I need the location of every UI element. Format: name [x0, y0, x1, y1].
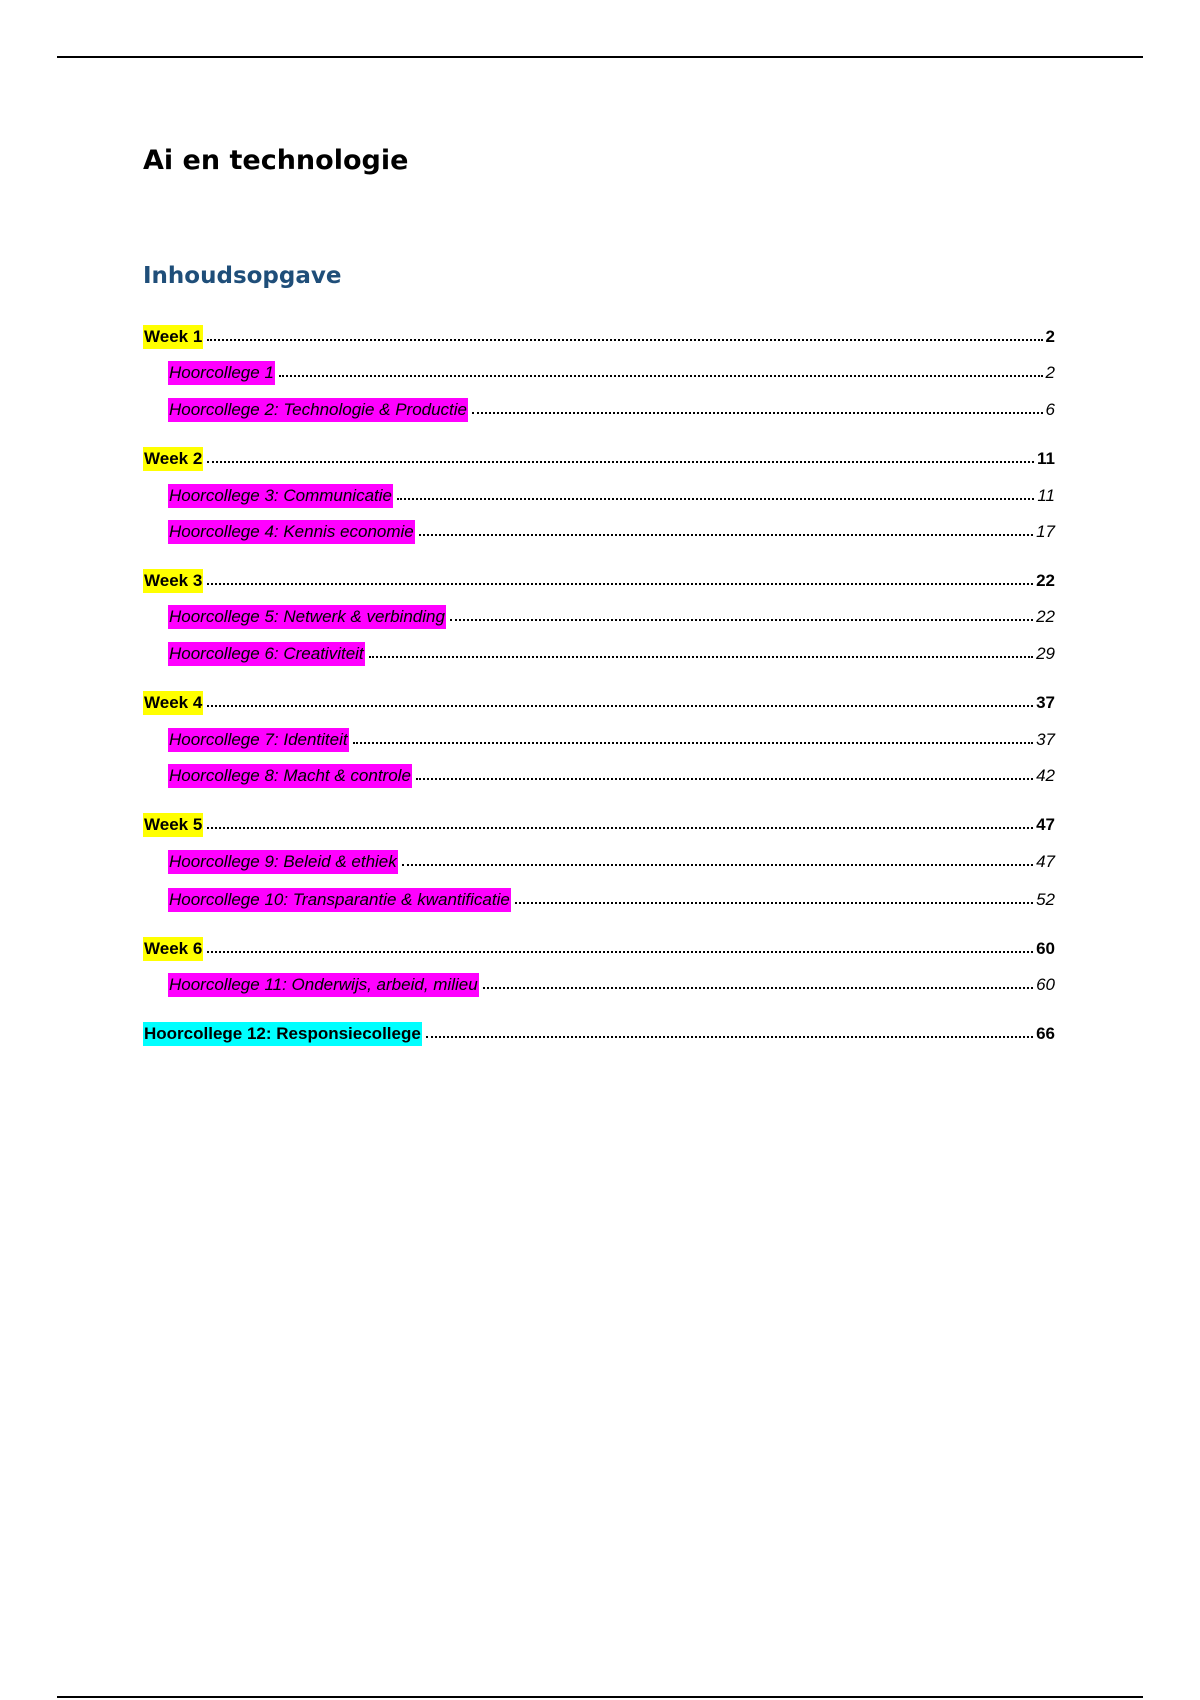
toc-entry-label: Week 5: [143, 813, 203, 837]
toc-entry[interactable]: [143, 324, 1055, 350]
toc-dot-leader: [450, 619, 1033, 621]
toc-entry-label: Hoorcollege 5: Netwerk & verbinding: [168, 605, 446, 629]
toc-entry-page-number: 60: [1036, 939, 1055, 958]
toc-entry[interactable]: [143, 568, 1055, 594]
toc-entry[interactable]: [143, 887, 1055, 913]
toc-dot-leader: [483, 987, 1033, 989]
toc-entry[interactable]: [143, 763, 1055, 789]
toc-entry-label: Hoorcollege 8: Macht & controle: [168, 764, 412, 788]
toc-entry-page-number: 6: [1045, 400, 1055, 419]
toc-entry[interactable]: [143, 360, 1055, 386]
toc-entry-page-number: 11: [1037, 486, 1055, 505]
toc-entry-page-number: 37: [1036, 693, 1055, 712]
toc-entry-page-number: 2: [1045, 363, 1055, 382]
toc-entry-page-number: 22: [1036, 607, 1055, 626]
toc-entry-page-number: 11: [1037, 449, 1055, 468]
toc-dot-leader: [207, 951, 1033, 953]
toc-dot-leader: [369, 656, 1033, 658]
toc-entry-page-number: 52: [1036, 890, 1055, 909]
toc-entry-label: Hoorcollege 2: Technologie & Productie: [168, 398, 468, 422]
toc-entry[interactable]: [143, 519, 1055, 545]
toc-dot-leader: [472, 412, 1043, 414]
toc-entry-page-number: 66: [1036, 1024, 1055, 1043]
toc-entry-label: Hoorcollege 9: Beleid & ethiek: [168, 850, 398, 874]
document-title: Ai en technologie: [143, 145, 409, 176]
toc-entry-label: Week 2: [143, 447, 203, 471]
toc-entry[interactable]: [143, 397, 1055, 423]
toc-entry-page-number: 42: [1036, 766, 1055, 785]
toc-entry-label: Hoorcollege 3: Communicatie: [168, 484, 393, 508]
toc-entry-label: Hoorcollege 11: Onderwijs, arbeid, milieu: [168, 973, 479, 997]
toc-entry[interactable]: [143, 849, 1055, 875]
toc-dot-leader: [207, 827, 1033, 829]
toc-entry-label: Week 3: [143, 569, 203, 593]
toc-entry[interactable]: [143, 812, 1055, 838]
toc-dot-leader: [353, 742, 1033, 744]
toc-entry[interactable]: [143, 483, 1055, 509]
toc-entry-page-number: 37: [1036, 730, 1055, 749]
toc-entry-page-number: 22: [1036, 571, 1055, 590]
toc-entry-label: Week 6: [143, 937, 203, 961]
toc-entry-page-number: 60: [1036, 975, 1055, 994]
toc-entry-label: Hoorcollege 6: Creativiteit: [168, 642, 365, 666]
toc-entry[interactable]: [143, 972, 1055, 998]
toc-entry[interactable]: [143, 446, 1055, 472]
toc-entry-label: Hoorcollege 7: Identiteit: [168, 728, 349, 752]
toc-entry[interactable]: [143, 641, 1055, 667]
toc-entry-label: Hoorcollege 4: Kennis economie: [168, 520, 415, 544]
toc-entry[interactable]: [143, 604, 1055, 630]
toc-dot-leader: [402, 864, 1033, 866]
toc-entry-label: Week 4: [143, 691, 203, 715]
toc-dot-leader: [416, 778, 1033, 780]
toc-dot-leader: [279, 375, 1043, 377]
toc-dot-leader: [419, 534, 1033, 536]
footer-rule: [57, 1696, 1143, 1698]
toc-dot-leader: [397, 498, 1034, 500]
toc-dot-leader: [207, 461, 1034, 463]
toc-dot-leader: [426, 1036, 1033, 1038]
toc-entry-page-number: 2: [1045, 327, 1055, 346]
toc-entry[interactable]: [143, 1021, 1055, 1047]
toc-entry[interactable]: [143, 727, 1055, 753]
toc-entry-label: Hoorcollege 10: Transparantie & kwantificatie: [168, 888, 511, 912]
toc-dot-leader: [515, 902, 1033, 904]
toc-dot-leader: [207, 705, 1033, 707]
toc-entry-label: Hoorcollege 12: Responsiecollege: [143, 1022, 422, 1046]
toc-entry-page-number: 17: [1036, 522, 1055, 541]
table-of-contents: [143, 0, 1055, 1700]
toc-entry[interactable]: [143, 690, 1055, 716]
toc-entry-page-number: 47: [1036, 815, 1055, 834]
toc-dot-leader: [207, 339, 1042, 341]
toc-entry-label: Week 1: [143, 325, 203, 349]
toc-entry[interactable]: [143, 936, 1055, 962]
toc-entry-label: Hoorcollege 1: [168, 361, 275, 385]
toc-dot-leader: [207, 583, 1033, 585]
toc-entry-page-number: 29: [1036, 644, 1055, 663]
toc-entry-page-number: 47: [1036, 852, 1055, 871]
toc-heading: Inhoudsopgave: [143, 263, 342, 289]
